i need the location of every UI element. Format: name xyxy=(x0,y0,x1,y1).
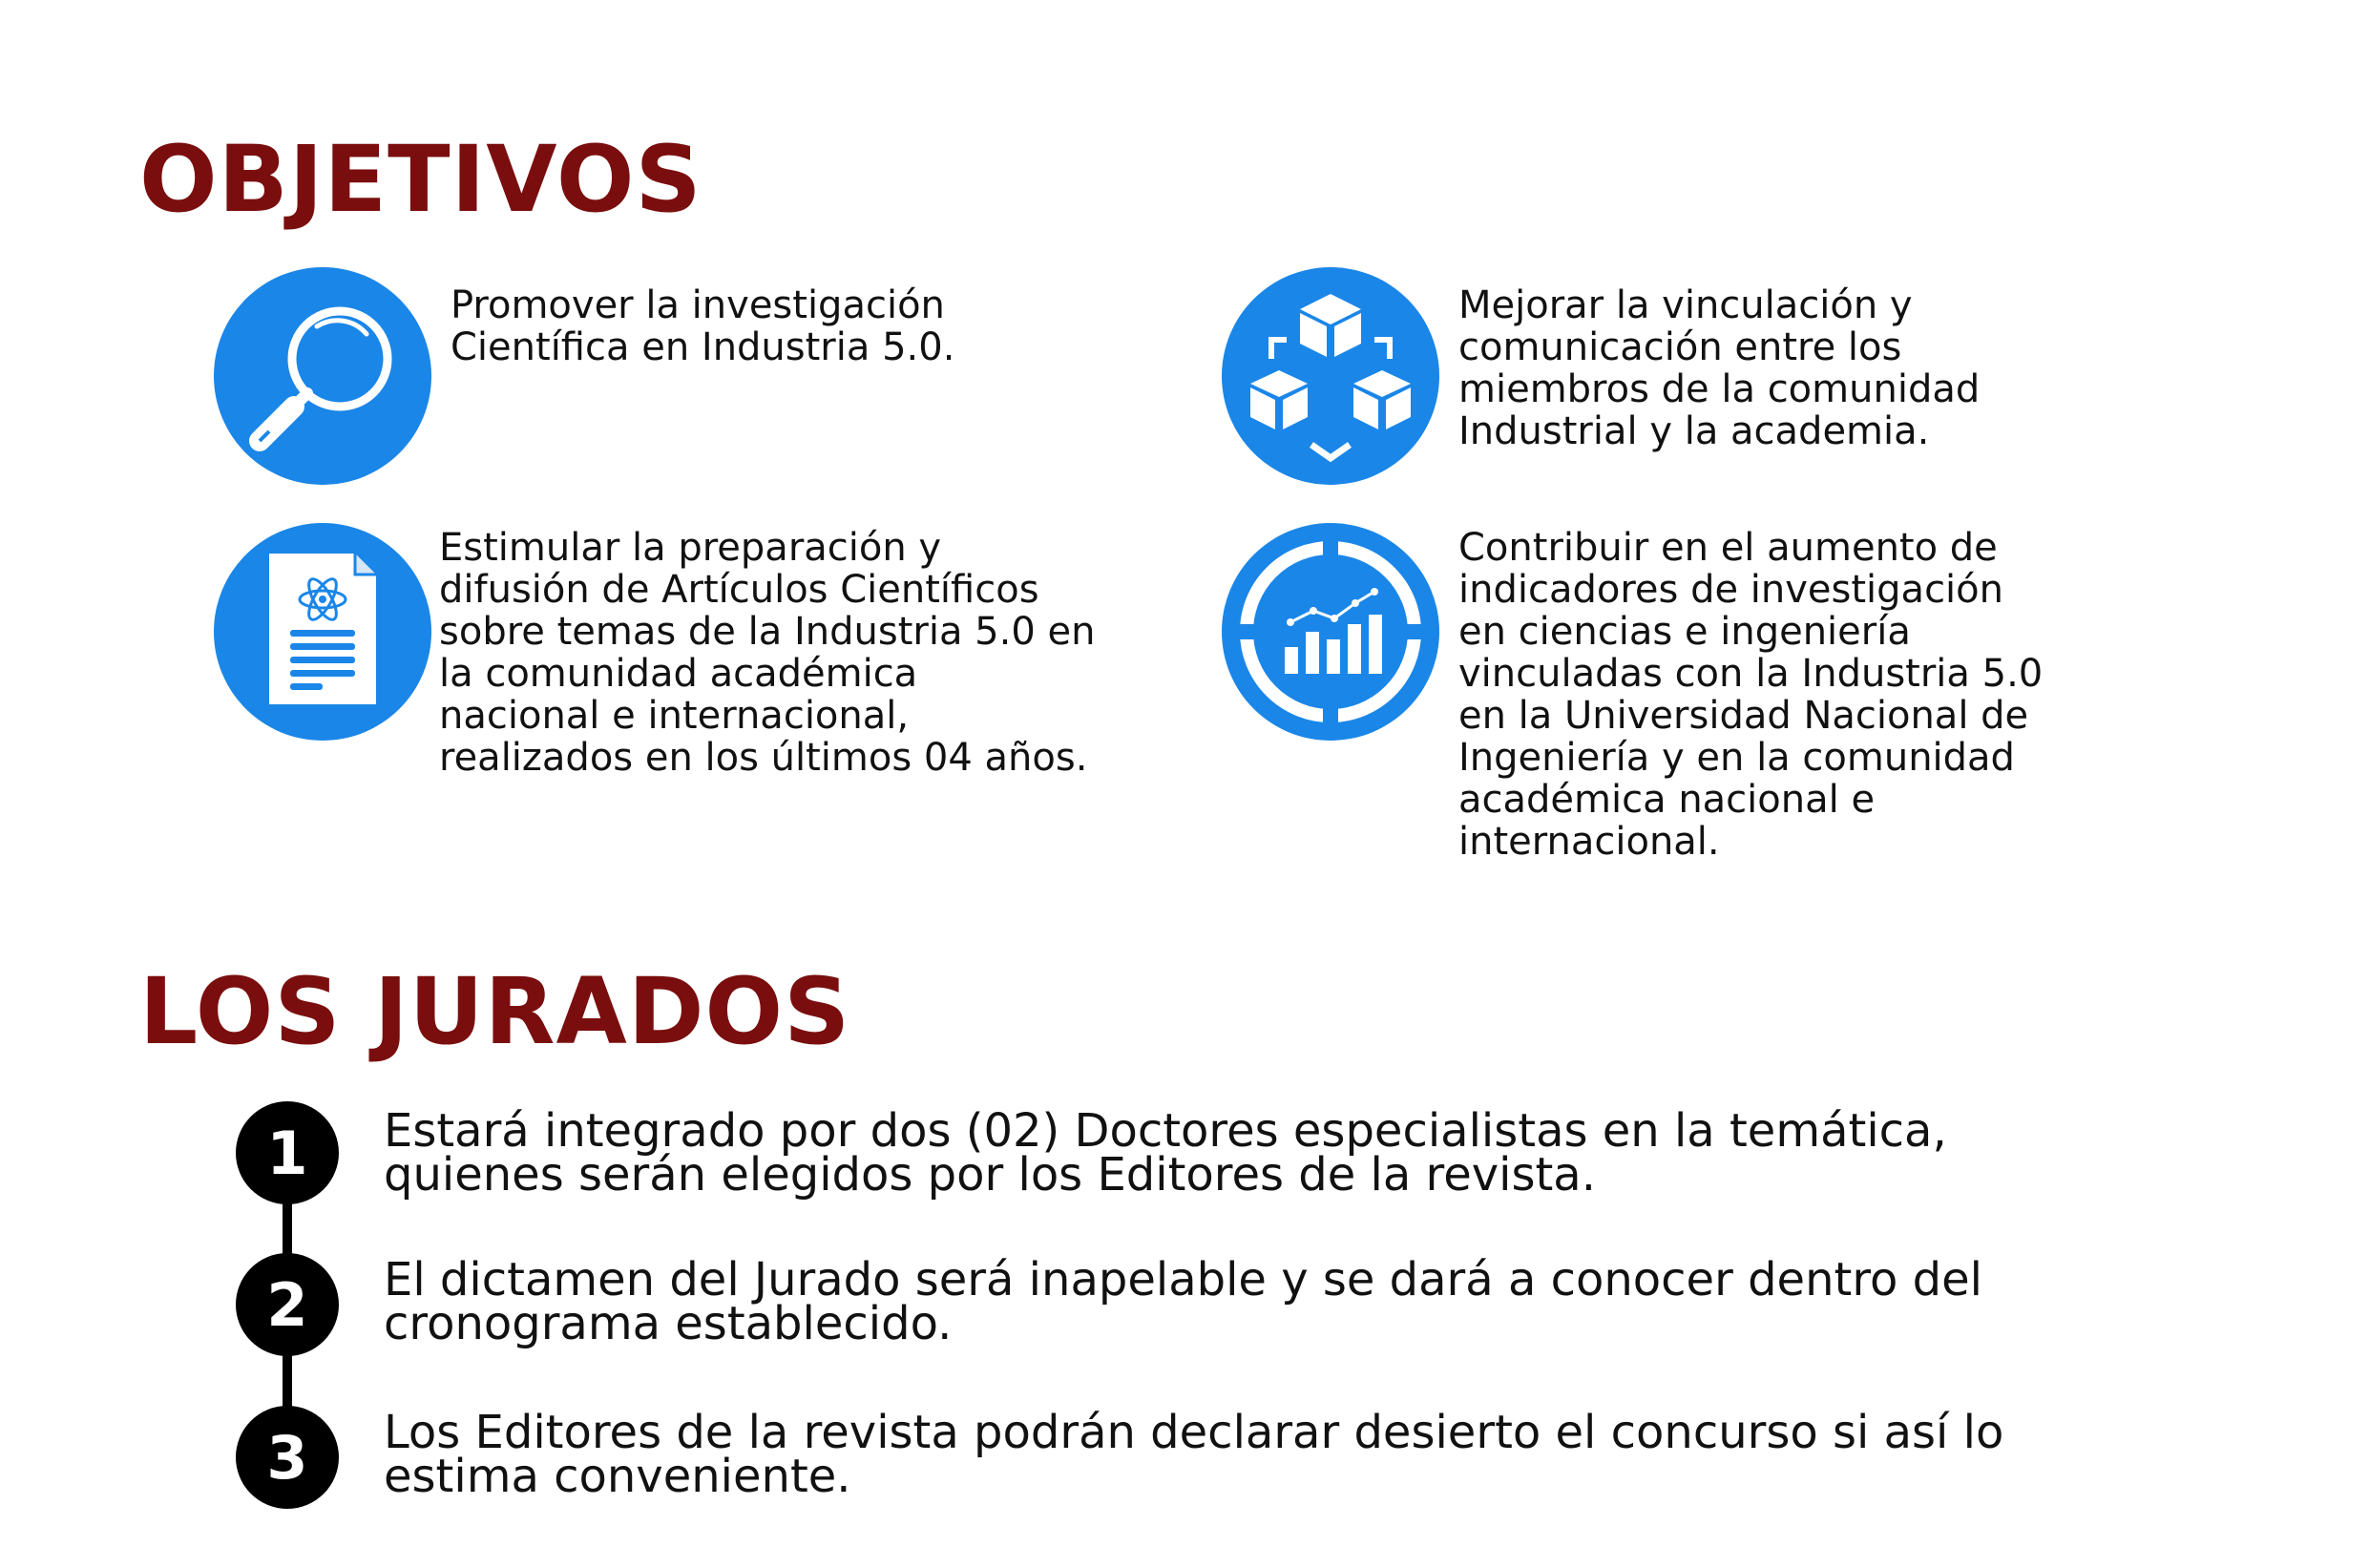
jurados-heading: LOS JURADOS xyxy=(139,958,851,1065)
jurado-3-text: Los Editores de la revista podrán declarar desierto el concurso si así lo estima conveniente. xyxy=(384,1406,2004,1503)
objetivos-heading: OBJETIVOS xyxy=(139,126,702,233)
jurado-1-text: Estará integrado por dos (02) Doctores especialistas en la temática, quienes serán elegidos por los Editores de la revista. xyxy=(384,1104,1947,1202)
objetivo-4-text: Contribuir en el aumento de indicadores de investigación en ciencias e ingeniería vinculadas con la Industria 5.0 en la Universidad Nacional de Ingeniería y en la comunidad académica nacional e internacional. xyxy=(1458,526,2044,864)
objetivo-3-text: Estimular la preparación y difusión de Artículos Científicos sobre temas de la Industria 5.0 en la comunidad académica nacional e internacional, realizados en los últimos 04 años. xyxy=(439,526,1096,780)
network-cubes-icon xyxy=(1222,267,1439,485)
jurado-number-3: 3 xyxy=(236,1406,339,1509)
objetivo-2-text: Mejorar la vinculación y comunicación entre los miembros de la comunidad Industrial y la academia. xyxy=(1458,283,1981,453)
jurado-number-1: 1 xyxy=(236,1101,339,1204)
magnifier-icon xyxy=(214,267,431,485)
jurado-number-2: 2 xyxy=(236,1253,339,1356)
objetivo-1-text: Promover la investigación Científica en Industria 5.0. xyxy=(451,283,955,369)
chart-target-icon xyxy=(1222,523,1439,741)
jurado-2-text: El dictamen del Jurado será inapelable y se dará a conocer dentro del cronograma establecido. xyxy=(384,1253,1982,1350)
science-document-icon xyxy=(214,523,431,741)
